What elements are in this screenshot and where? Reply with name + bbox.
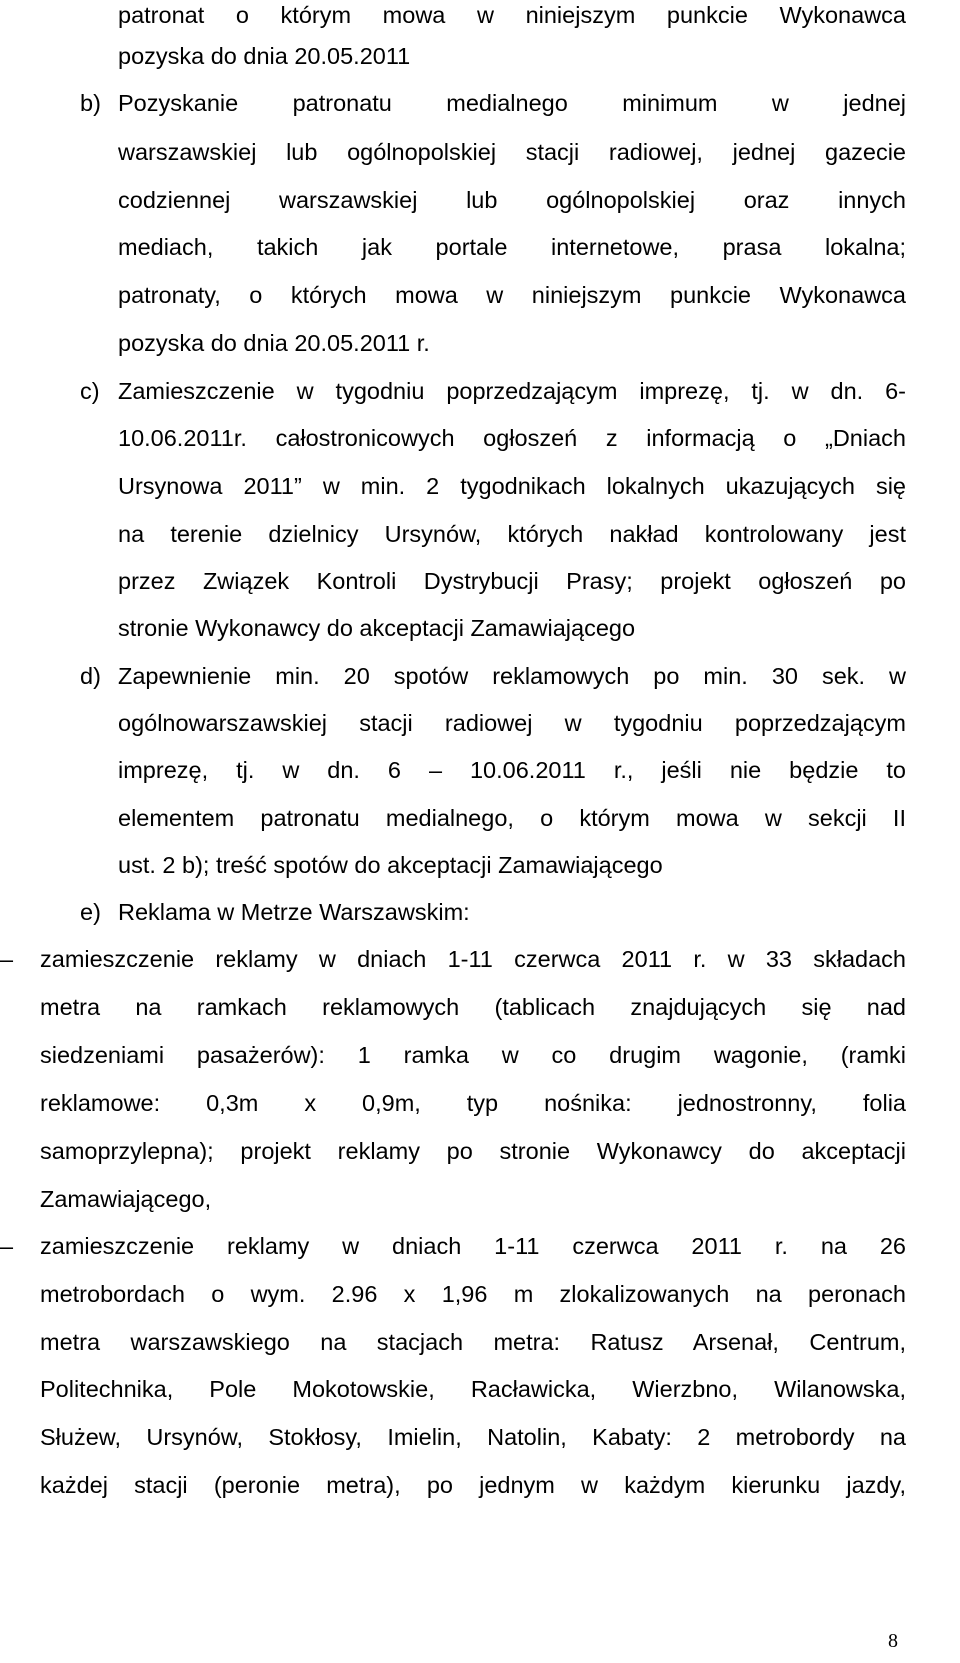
paragraph-line: codziennej warszawskiej lub ogólnopolskiej oraz innych: [118, 187, 906, 213]
paragraph-line: zamieszczenie reklamy w dniach 1-11 czerwca 2011 r. w 33 składach: [40, 946, 906, 972]
paragraph-line: 10.06.2011r. całostronicowych ogłoszeń z informacją o „Dniach: [118, 425, 906, 451]
paragraph-line: Ursynowa 2011” w min. 2 tygodnikach lokalnych ukazujących się: [118, 473, 906, 499]
paragraph-line: metra warszawskiego na stacjach metra: Ratusz Arsenał, Centrum,: [40, 1329, 906, 1355]
paragraph-line: Zamawiającego,: [40, 1186, 212, 1212]
page-number: 8: [888, 1630, 898, 1652]
paragraph-line: reklamowe: 0,3m x 0,9m, typ nośnika: jednostronny, folia: [40, 1090, 906, 1116]
paragraph-line: metra na ramkach reklamowych (tablicach znajdujących się nad: [40, 994, 906, 1020]
paragraph-line: Służew, Ursynów, Stokłosy, Imielin, Natolin, Kabaty: 2 metrobordy na: [40, 1424, 906, 1450]
dash-bullet-marker: –: [0, 1233, 14, 1259]
dash-bullet-marker: –: [0, 946, 14, 972]
paragraph-line: Zamieszczenie w tygodniu poprzedzającym imprezę, tj. w dn. 6-: [118, 378, 906, 404]
paragraph-line: elementem patronatu medialnego, o którym mowa w sekcji II: [118, 805, 906, 831]
list-label-e: e): [80, 899, 101, 925]
paragraph-line: Pozyskanie patronatu medialnego minimum w jednej: [118, 90, 906, 116]
paragraph-line: każdej stacji (peronie metra), po jednym w każdym kierunku jazdy,: [40, 1472, 906, 1498]
paragraph-line: patronaty, o których mowa w niniejszym punkcie Wykonawca: [118, 282, 906, 308]
paragraph-line: pozyska do dnia 20.05.2011: [118, 43, 411, 69]
paragraph-line: metrobordach o wym. 2.96 x 1,96 m zlokalizowanych na peronach: [40, 1281, 906, 1307]
paragraph-line: Zapewnienie min. 20 spotów reklamowych po min. 30 sek. w: [118, 663, 906, 689]
paragraph-line: stronie Wykonawcy do akceptacji Zamawiającego: [118, 615, 636, 641]
paragraph-line: na terenie dzielnicy Ursynów, których nakład kontrolowany jest: [118, 521, 906, 547]
paragraph-line: pozyska do dnia 20.05.2011 r.: [118, 330, 430, 356]
paragraph-line: siedzeniami pasażerów): 1 ramka w co drugim wagonie, (ramki: [40, 1042, 906, 1068]
paragraph-line: samoprzylepna); projekt reklamy po stronie Wykonawcy do akceptacji: [40, 1138, 906, 1164]
paragraph-line: Reklama w Metrze Warszawskim:: [118, 899, 470, 925]
paragraph-line: ogólnowarszawskiej stacji radiowej w tygodniu poprzedzającym: [118, 710, 906, 736]
paragraph-line: przez Związek Kontroli Dystrybucji Prasy; projekt ogłoszeń po: [118, 568, 906, 594]
paragraph-line: mediach, takich jak portale internetowe, prasa lokalna;: [118, 234, 906, 260]
paragraph-line: imprezę, tj. w dn. 6 – 10.06.2011 r., jeśli nie będzie to: [118, 757, 906, 783]
list-label-b: b): [80, 90, 101, 116]
paragraph-line: patronat o którym mowa w niniejszym punkcie Wykonawca: [118, 2, 906, 28]
paragraph-line: warszawskiej lub ogólnopolskiej stacji radiowej, jednej gazecie: [118, 139, 906, 165]
list-label-d: d): [80, 663, 101, 689]
paragraph-line: Politechnika, Pole Mokotowskie, Racławicka, Wierzbno, Wilanowska,: [40, 1376, 906, 1402]
paragraph-line: ust. 2 b); treść spotów do akceptacji Zamawiającego: [118, 852, 663, 878]
paragraph-line: zamieszczenie reklamy w dniach 1-11 czerwca 2011 r. na 26: [40, 1233, 906, 1259]
list-label-c: c): [80, 378, 100, 404]
